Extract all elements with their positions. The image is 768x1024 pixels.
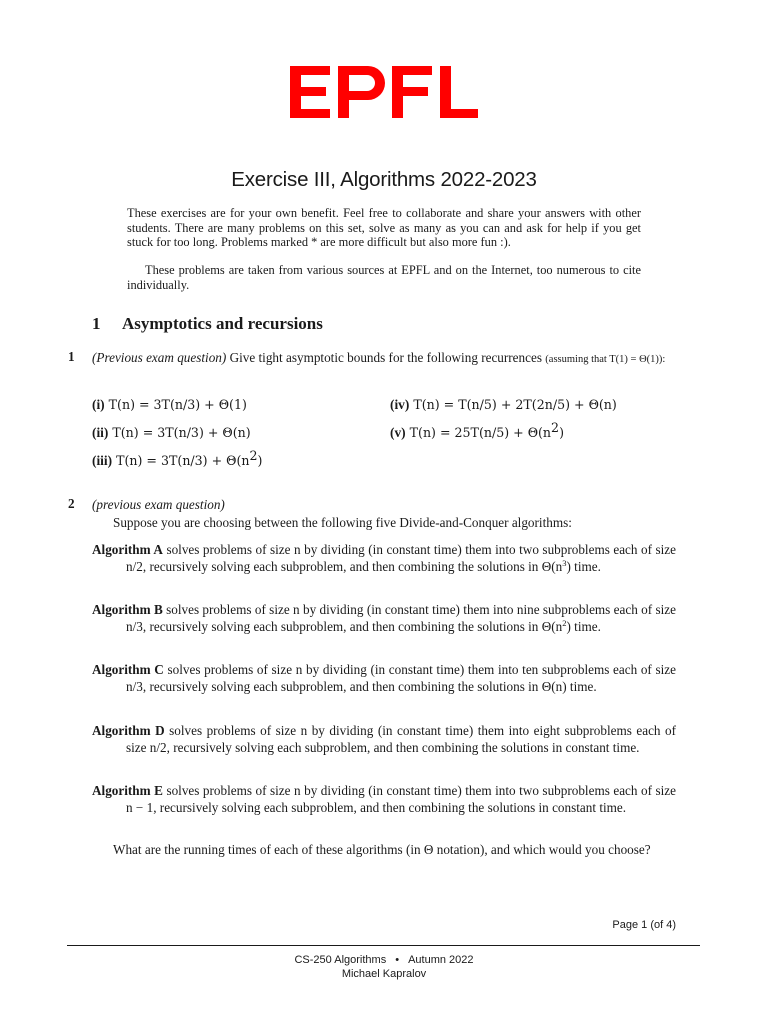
intro-paragraph-2: These problems are taken from various sources at EPFL and on the Internet, too numerous to cite individually. — [127, 263, 641, 292]
document-title: Exercise III, Algorithms 2022-2023 — [231, 168, 537, 191]
section-title: Asymptotics and recursions — [122, 314, 323, 333]
recurrence-iii: (iii) $T(n) = 3T(n/3) + \Theta(n^2)$ — [92, 448, 263, 468]
section-number: 1 — [92, 314, 101, 333]
algorithm-e: Algorithm E solves problems of size n by dividing (in constant time) them into two subproblems each of size n − 1, recursively solving each subproblem, and then combining the solutions in constant time. — [92, 783, 677, 815]
algorithm-a: Algorithm A solves problems of size n by dividing (in constant time) them into two subproblems each of size n/2, recursively solving each subproblem, and then combining the solutions in $\Theta(n^3)$ time. — [92, 542, 677, 574]
footer-divider — [67, 945, 700, 946]
problem-1-note: (assuming that T(1) = Θ(1)): — [545, 354, 666, 365]
problem-2-tag: (previous exam question) — [92, 497, 225, 512]
problem-number-2: 2 — [68, 496, 75, 511]
problem-number-1: 1 — [68, 349, 75, 364]
recurrence-iv: (iv) T(n) = T(n/5) + 2T(2n/5) + Θ(n) — [390, 397, 617, 412]
footer-course: CS-250 Algorithms — [294, 954, 387, 966]
epfl-logo — [290, 66, 478, 118]
footer-author: Michael Kapralov — [341, 968, 427, 980]
problem-1-tag: (Previous exam question) — [92, 350, 227, 365]
intro-paragraph-1: These exercises are for your own benefit. Feel free to collaborate and share your answers with other students. There are many problems on this set, solve as many as you can and ask for help if you get stuck for too long. Problems marked * are more difficult but also more fun :). — [127, 206, 641, 250]
recurrence-v: (v) $T(n) = 25T(n/5) + \Theta(n^2)$ — [390, 420, 564, 440]
footer-course-line — [0, 954, 768, 966]
algorithm-d: Algorithm D solves problems of size n by dividing (in constant time) them into eight subproblems each of size n/2, recursively solving each subproblem, and then combining the solutions in constant time. — [92, 723, 676, 755]
problem-2-question: What are the running times of each of these algorithms (in Θ notation), and which would you choose? — [113, 842, 651, 857]
problem-1-statement — [92, 349, 676, 368]
page-number: Page 1 (of 4) — [612, 919, 676, 931]
problem-1-text: Give tight asymptotic bounds for the following recurrences — [229, 350, 542, 365]
footer-term: Autumn 2022 — [408, 954, 474, 966]
problem-2-intro: Suppose you are choosing between the following five Divide-and-Conquer algorithms: — [113, 515, 572, 530]
footer-separator: • — [395, 954, 400, 966]
recurrence-i: (i) T(n) = 3T(n/3) + Θ(1) — [92, 397, 247, 412]
algorithm-c: Algorithm C solves problems of size n by dividing (in constant time) them into ten subproblems each of size n/3, recursively solving each subproblem, and then combining the solutions in Θ(n) time. — [92, 662, 677, 694]
algorithm-b: Algorithm B solves problems of size n by dividing (in constant time) them into nine subproblems each of size n/3, recursively solving each subproblem, and then combining the solutions in $\Theta(n^2)$ time. — [92, 602, 676, 634]
recurrence-ii: (ii) T(n) = 3T(n/3) + Θ(n) — [92, 425, 251, 440]
